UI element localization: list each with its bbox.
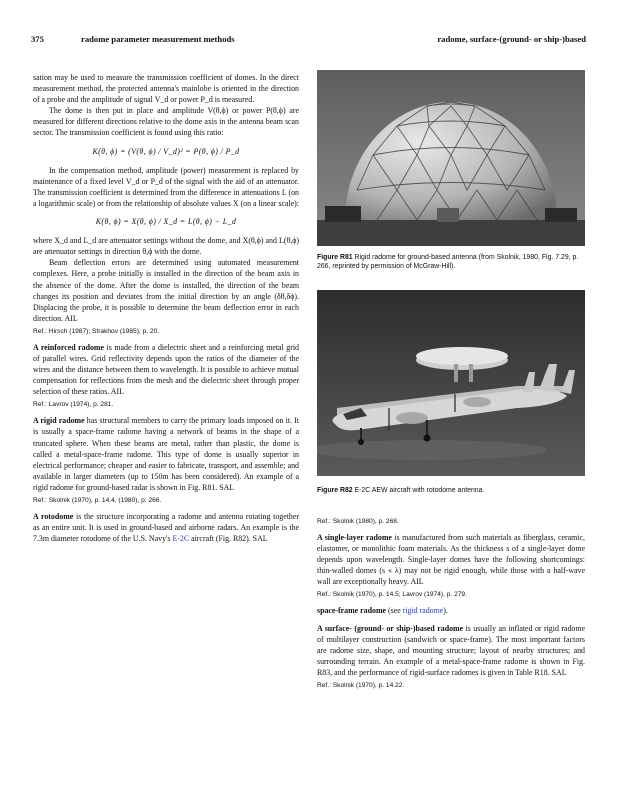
term-reinforced-radome: A reinforced radome	[33, 342, 104, 352]
equation-transmission-ratio: K(θ, ϕ) = (V(θ, ϕ) / V_d)² = P(θ, ϕ) / P_d	[92, 146, 240, 156]
figure-r81-label: Figure R81	[317, 254, 353, 261]
entry-single-layer-radome	[317, 532, 585, 587]
figure-r82-caption	[317, 486, 585, 495]
header-right-title: radome, surface-(ground- or ship-)based	[437, 34, 586, 44]
entry-surface-radome	[317, 623, 585, 678]
reference: Ref.: Skolnik (1970), p. 14.5; Lavrov (1974), p. 279.	[317, 591, 467, 599]
definition-text: has structural members to carry the primary loads imposed on it. It is usually a space-frame radome having a network of beams in the shape of a truncated sphere. When these beams are metal, rather than plastic, the dome is called a metal-space-frame radome. This type of dome is usually superior in electrical performance; cheaper and easier to fabricate, transport, and assemble; and available in larger diameters (up to 150m has been considered). An example of a rigid radome for ground-based radar is shown in Fig. R81. SAL	[33, 416, 299, 492]
figure-r81-caption	[317, 253, 585, 271]
term-single-layer-radome: A single-layer radome	[317, 533, 392, 542]
paragraph-dome-in-place: The dome is then put in place and amplitude V(θ,ϕ) or power P(θ,ϕ) are measured for different directions relative to the dome axis in the antenna beam scan sector. The transmission coefficient is found using this ratio:	[33, 106, 299, 138]
paragraph-measurement: sation may be used to measure the transmission coefficient of domes. In the direct measurement method, the protected antenna's mainlobe is oriented in the direction of a probe and the amplitude of signal V_d or power P_d is measured.	[33, 73, 299, 105]
entry-rotodome	[33, 511, 299, 544]
definition-text: aircraft (Fig. R82). SAL	[189, 534, 268, 544]
geodesic-dome-illustration	[317, 70, 585, 246]
paragraph-attenuator-settings: where X_d and L_d are attenuator settings without the dome, and X(θ,ϕ) and L(θ,ϕ) are attenuator settings in direction θ,ϕ with the dome.	[33, 236, 299, 257]
equation-attenuation: K(θ, ϕ) = X(θ, ϕ) / X_d = L(θ, ϕ) − L_d	[95, 217, 237, 227]
definition-text: is made from a dielectric sheet and a reinforcing metal grid of parallel wires. Grid reflectivity depends upon the ratios of the diameter of the wires and the distance between them to wavelength. It is possible to achieve mutual compensation for reflections from the mesh and the dielectric sheet through proper selection of these ratios. AIL	[33, 342, 299, 397]
paragraph-beam-deflection: Beam deflection errors are determined using automated measurement complexes. Here, a probe initially is installed in the direction of the beam axis in the absence of the dome. After the dome is installed, the direction of the beam changes its position and deviates from the initial direction by an angle (δθ,δϕ). Displacing the probe, it is possible to determine the beam deflection error in each direction. AIL	[33, 258, 299, 323]
right-column-text	[317, 514, 585, 696]
figure-r81-image	[317, 70, 585, 246]
reference: Ref.: Skolnik (1970), p. 14.4, (1980), p. 266.	[33, 497, 162, 504]
e2c-aircraft-illustration	[317, 290, 585, 476]
figure-r82-image	[317, 290, 585, 476]
entry-space-frame-radome	[317, 605, 585, 616]
running-header	[31, 34, 586, 50]
entry-reinforced-radome	[33, 342, 299, 397]
term-surface-radome: A surface- (ground- or ship-)based radome	[317, 623, 464, 633]
reference: Ref.: Hirsch (1987); Strakhov (1985), p. 20.	[33, 327, 160, 335]
link-e2c[interactable]: E-2C	[172, 534, 190, 544]
definition-text: is the structure incorporating a radome and antenna rotating together as an entire unit. It is used in ground-based and airborne radars. An example is the 7.3m diameter rotodome of the U.S. Navy's	[33, 512, 299, 544]
cross-reference-text: ).	[443, 606, 448, 616]
link-rigid-radome[interactable]: rigid radome	[402, 606, 444, 616]
reference: Ref.: Skolnik (1980), p. 268.	[317, 518, 399, 525]
paragraph-compensation-method: In the compensation method, amplitude (power) measurement is replaced by maintenance of a fixed level V_d or P_d of the signal with the aid of an attenuator. The transmission coefficient is determined from the difference in attenuations L (on a logarithmic scale) or from the relationship of absolute values X (on a linear scale):	[33, 165, 299, 208]
caption-text: E-2C AEW aircraft with rotodome antenna.	[352, 487, 485, 494]
left-column	[33, 72, 299, 544]
page-number: 375	[31, 34, 44, 44]
reference: Ref.: Lavrov (1974), p. 281.	[33, 401, 114, 409]
entry-rigid-radome	[33, 415, 299, 493]
header-left-title: radome parameter measurement methods	[81, 34, 235, 44]
definition-text: is usually an inflated or rigid radome of multilayer construction (sandwich or space-frame). The most important factors are radome size, shape, and mounting structure; layout of nearby structures; and surrounding terrain. An example of a metal-space-frame radome is shown in Fig. R83, and the performance of rigid-surface radomes is given in Table R18. SAL	[317, 623, 585, 677]
figure-r82-label: Figure R82	[317, 487, 353, 494]
caption-text: Rigid radome for ground-based antenna (from Skolnik, 1980, Fig. 7.29, p. 266, reprinted by permission of McGraw-Hill).	[317, 254, 579, 271]
cross-reference-text: (see	[386, 606, 403, 616]
term-rotodome: A rotodome	[33, 512, 74, 521]
definition-text: is manufactured from such materials as fiberglass, ceramic, elastomer, or monolithic foam materials. As the thickness s of a single-layer dome depends upon wavelength. Single-layer domes have the following shortcomings: thin-walled domes (s « λ) may not be rigid enough, while those with a half-wave wall are exceptionally heavy. AIL	[317, 533, 585, 587]
term-rigid-radome: A rigid radome	[33, 416, 85, 426]
reference: Ref.: Skolnik (1970), p. 14.22.	[317, 682, 405, 690]
term-space-frame-radome: space-frame radome	[317, 606, 387, 616]
